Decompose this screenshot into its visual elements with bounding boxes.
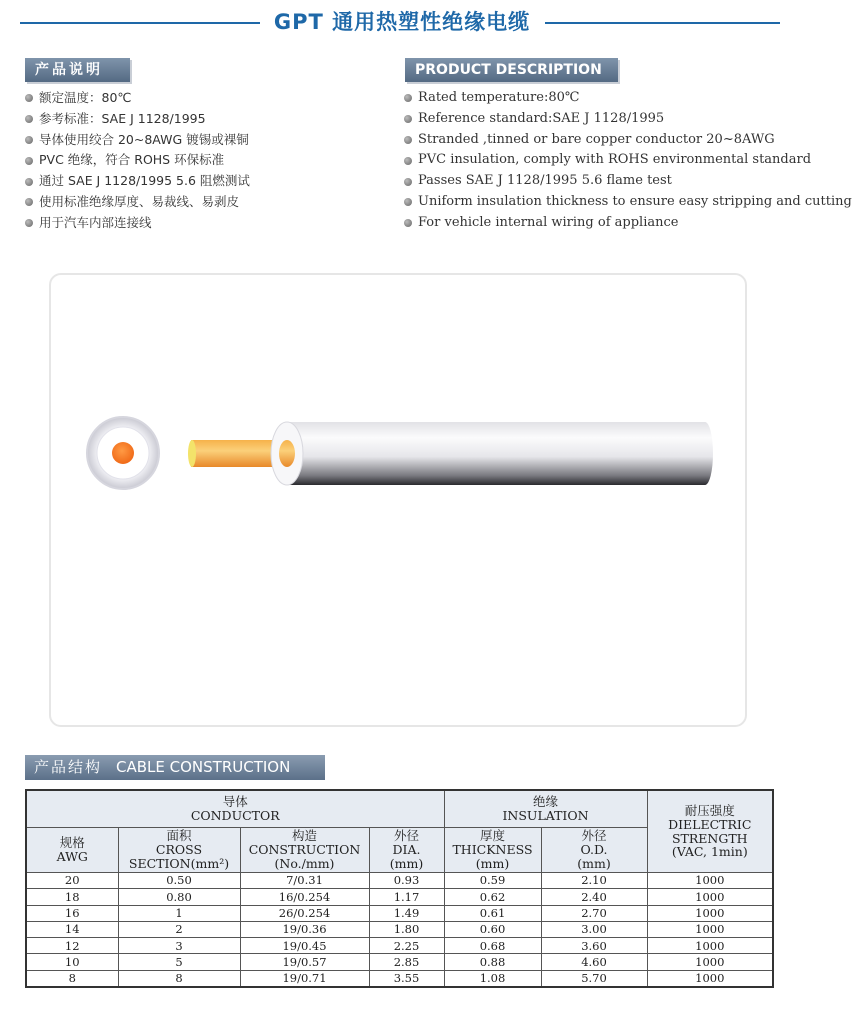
title-rule-right [545, 22, 780, 24]
table-row: 20 0.50 7/0.31 0.93 0.59 2.10 1000 [26, 873, 773, 889]
bullet-icon [404, 136, 412, 144]
cross-section-header: 面积 CROSS SECTION(mm²) [118, 828, 240, 873]
title-rule-left [20, 22, 260, 24]
construction-header: 构造 CONSTRUCTION (No./mm) [240, 828, 369, 873]
list-item: PVC 绝缘，符合 ROHS 环保标准 [25, 150, 250, 171]
list-item: 额定温度：80℃ [25, 88, 250, 109]
insulation-group-header: 绝缘 INSULATION [444, 790, 647, 828]
table-row: 8 8 19/0.71 3.55 1.08 5.70 1000 [26, 970, 773, 987]
page-title: GPT 通用热塑性绝缘电缆 [273, 10, 531, 34]
bullet-icon [25, 157, 33, 165]
bullet-icon [25, 94, 33, 102]
bullet-icon [25, 115, 33, 123]
conductor-group-header: 导体 CONDUCTOR [26, 790, 444, 828]
bullet-icon [404, 94, 412, 102]
list-item: Rated temperature:80℃ [404, 88, 852, 109]
bullet-icon [404, 178, 412, 186]
table-row: 18 0.80 16/0.254 1.17 0.62 2.40 1000 [26, 889, 773, 905]
table-row: 12 3 19/0.45 2.25 0.68 3.60 1000 [26, 938, 773, 954]
insulation-sheath [287, 422, 705, 485]
bullet-icon [25, 198, 33, 206]
cross-section-conductor [112, 442, 134, 464]
list-item: 通过 SAE J 1128/1995 5.6 阻燃测试 [25, 171, 250, 192]
sheath-end-hole [279, 440, 295, 467]
table-row: 14 2 19/0.36 1.80 0.60 3.00 1000 [26, 921, 773, 937]
construction-table [25, 789, 774, 988]
sheath-end-right [697, 422, 713, 485]
list-item: 导体使用绞合 20~8AWG 镀锡或裸铜 [25, 130, 250, 151]
list-item: Uniform insulation thickness to ensure easy stripping and cutting [404, 192, 852, 213]
bullet-icon [404, 198, 412, 206]
description-list-en [404, 88, 852, 234]
dielectric-strength-header: 耐压强度 DIELECTRIC STRENGTH (VAC, 1min) [647, 790, 773, 873]
bullet-icon [25, 136, 33, 144]
list-item: Stranded ,tinned or bare copper conductor 20~8AWG [404, 130, 852, 151]
construction-heading: 产品结构 CABLE CONSTRUCTION [25, 755, 325, 780]
description-heading-en: PRODUCT DESCRIPTION [405, 58, 618, 82]
list-item: 用于汽车内部连接线 [25, 213, 250, 234]
bullet-icon [404, 115, 412, 123]
cable-illustration [51, 275, 745, 725]
description-list-cn [25, 88, 250, 234]
od-header: 外径 O.D. (mm) [541, 828, 647, 873]
bullet-icon [25, 178, 33, 186]
conductor-tip [188, 440, 196, 467]
awg-header: 规格 AWG [26, 828, 118, 873]
bullet-icon [25, 219, 33, 227]
bullet-icon [404, 219, 412, 227]
thickness-header: 厚度 THICKNESS (mm) [444, 828, 541, 873]
table-row: 16 1 26/0.254 1.49 0.61 2.70 1000 [26, 905, 773, 921]
list-item: 使用标准绝缘厚度、易裁线、易剥皮 [25, 192, 250, 213]
list-item: For vehicle internal wiring of appliance [404, 213, 852, 234]
table-row: 10 5 19/0.57 2.85 0.88 4.60 1000 [26, 954, 773, 970]
description-heading-cn: 产品说明 [25, 58, 130, 82]
list-item: 参考标准：SAE J 1128/1995 [25, 109, 250, 130]
list-item: PVC insulation, comply with ROHS environmental standard [404, 150, 852, 171]
bullet-icon [404, 157, 412, 165]
list-item: Reference standard:SAE J 1128/1995 [404, 109, 852, 130]
cable-image-panel [49, 273, 747, 727]
list-item: Passes SAE J 1128/1995 5.6 flame test [404, 171, 852, 192]
table-header-row [26, 790, 773, 828]
conductor-dia-header: 外径 DIA. (mm) [369, 828, 444, 873]
